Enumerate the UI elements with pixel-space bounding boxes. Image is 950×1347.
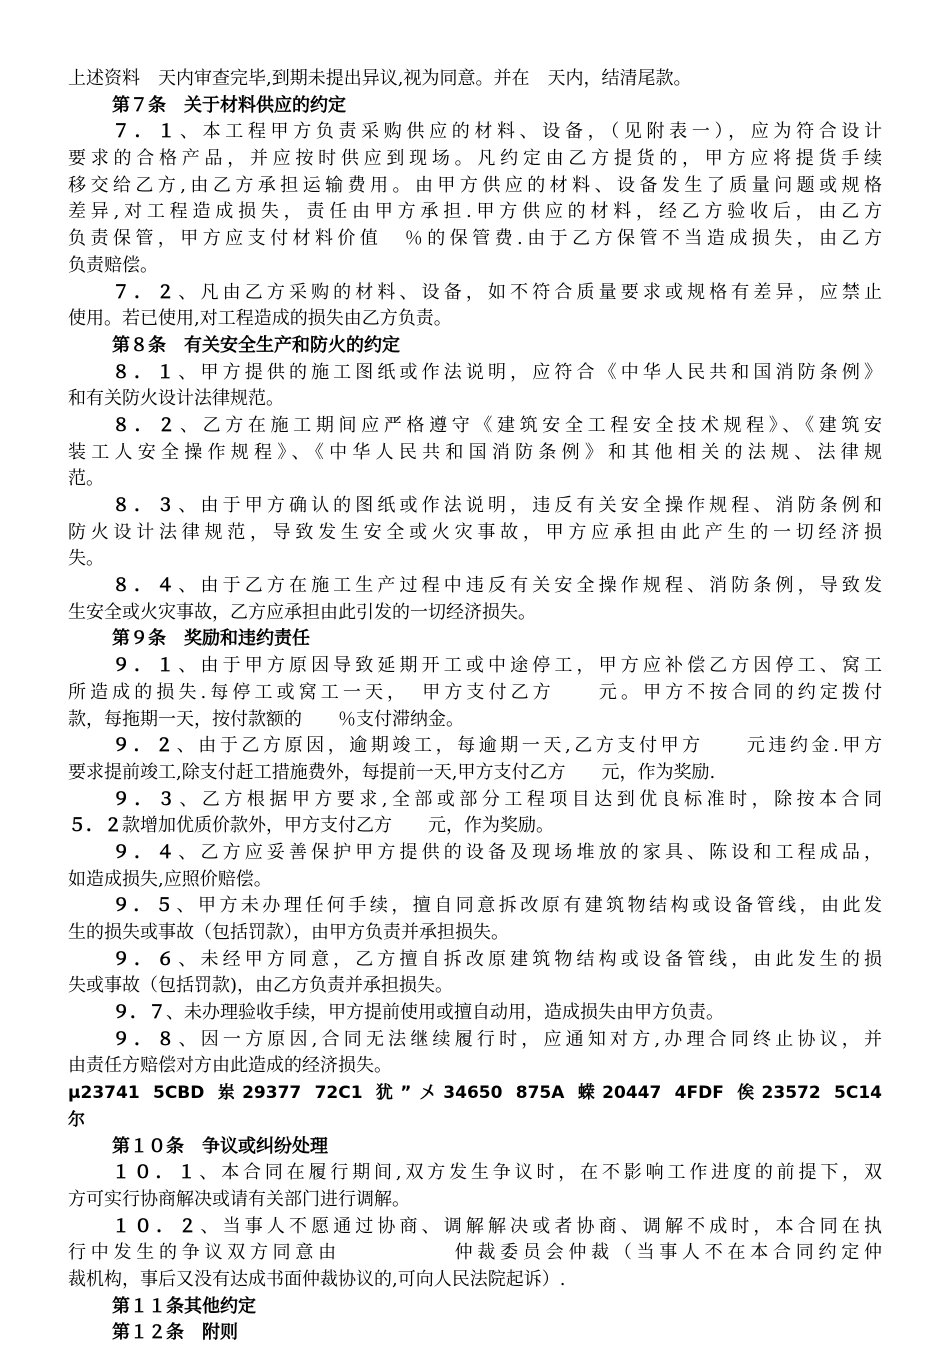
line-text: 如造成损失,应照价赔偿。 [68,868,272,890]
section-heading [68,333,882,360]
paragraph-line [68,546,882,573]
clause-number: １０．２ [112,1215,201,1237]
clause-number: ８．３ [112,495,179,516]
line-text: 防火设计法律规范，导致发生安全或火灾事故，甲方应承担由此产生的一切经济损 [68,521,882,543]
clause-line [68,947,882,974]
paragraph-line [68,306,882,333]
clause-line [68,1214,882,1241]
line-text: 第１２条 附则 [112,1322,238,1344]
clause-line [68,653,882,680]
paragraph-line [68,680,882,707]
line-text: µ23741 5CBD 岽29377 72C1 犹”〤34650 875A 蝾20447 4FDF 俟23572 5C14 [68,1083,882,1104]
clause-number: ７．１ [112,121,180,143]
clause-line [68,573,882,600]
line-text: 、由于乙方在施工生产过程中违反有关安全操作规程、消防条例，导致发 [178,575,883,597]
paragraph-line [68,1053,882,1080]
section-heading [68,1294,882,1321]
line-text: 、因一方原因,合同无法继续履行时，应通知对方,办理合同终止协议，并 [178,1028,882,1050]
paragraph-line [68,173,882,200]
clause-line [68,119,882,146]
line-text: 移交给乙方,由乙方承担运输费用。由甲方供应的材料、设备发生了质量问题或规格 [68,174,882,196]
line-text: 负责赔偿。 [68,254,158,276]
line-text: 第９条 奖励和违约责任 [112,628,310,650]
line-text: 行中发生的争议双方同意由 仲裁委员会仲裁（当事人不在本合同约定仲 [68,1242,882,1264]
clause-line [68,1027,882,1054]
line-text: 第１０条 争议或纠纷处理 [112,1135,328,1157]
section-heading [68,1320,882,1347]
line-text: 要求提前竣工,除支付赶工措施费外，每提前一天,甲方支付乙方 元，作为奖励. [68,761,716,783]
line-text: 、由于甲方确认的图纸或作法说明，违反有关安全操作规程、消防条例和 [178,495,883,516]
line-text: 、乙方在施工期间应严格遵守《建筑安全工程安全技术规程》、《建筑安 [179,414,883,436]
clause-number: ７．２ [112,281,179,303]
paragraph-line [68,146,882,173]
paragraph-line [68,920,882,947]
garbled-text-line [68,1107,882,1134]
clause-number: ９．２ [112,735,177,757]
clause-line [68,493,882,520]
line-text: 装工人安全操作规程》、《中华人民共和国消防条例》和其他相关的法规、法律规 [68,441,882,463]
clause-number: １０．１ [112,1162,200,1184]
paragraph-line [68,600,882,627]
line-text: 第８条 有关安全生产和防火的约定 [112,334,400,356]
contract-page [68,66,882,1347]
clause-line [68,840,882,867]
clause-number: ９．７ [112,1002,166,1024]
clause-line [68,413,882,440]
clause-line [68,1000,882,1027]
line-text: 生的损失或事故（包括罚款），由甲方负责并承担损失。 [68,922,509,943]
paragraph-line [68,253,882,280]
clause-number: ８．２ [112,414,180,436]
paragraph-line [68,466,882,493]
clause-number: ９．１ [112,655,179,677]
paragraph-line [68,386,882,413]
line-text: 款，每拖期一天，按付款额的 ％支付滞纳金。 [68,708,464,730]
paragraph-line [68,707,882,734]
clause-number: ９．３ [112,788,180,810]
line-text: 、乙方根据甲方要求,全部或部分工程项目达到优良标准时，除按本合同 [179,788,883,810]
section-heading [68,93,882,120]
clause-line [68,280,882,307]
line-text: 生安全或火灾事故，乙方应承担由此引发的一切经济损失。 [68,601,536,623]
paragraph-line [68,1267,882,1294]
line-text: 、由于甲方原因导致延期开工或中途停工，甲方应补偿乙方因停工、窝工 [178,655,883,677]
line-text: 失或事故（包括罚款)，由乙方负责并承担损失。 [68,975,454,997]
garbled-text-line [68,1080,882,1107]
line-text: 失。 [68,548,104,570]
line-text: 裁机构，事后又没有达成书面仲裁协议的,可向人民法院起诉）. [68,1268,566,1290]
line-text: 、本合同在履行期间,双方发生争议时，在不影响工作进度的前提下，双 [199,1162,883,1184]
clause-number: ８．４ [112,575,179,597]
line-text: 、凡由乙方采购的材料、设备，如不符合质量要求或规格有差异，应禁止 [178,281,883,303]
line-text: 、未经甲方同意，乙方擅自拆改原建筑物结构或设备管线，由此发生的损 [178,948,883,970]
paragraph-line [68,226,882,253]
line-text: 第７条 关于材料供应的约定 [112,94,346,116]
line-text: 和有关防火设计法律规范。 [68,388,284,410]
line-text: 、当事人不愿通过协商、调解解决或者协商、调解不成时，本合同在执 [200,1215,883,1237]
clause-line [68,787,882,814]
paragraph-line [68,520,882,547]
line-text: 、本工程甲方负责采购供应的材料、设备，（见附表一），应为符合设计 [179,121,883,143]
clause-number: ９．４ [112,841,179,863]
section-heading [68,1134,882,1161]
clause-line [68,893,882,920]
paragraph-line [68,440,882,467]
clause-number: ９．８ [112,1028,179,1050]
clause-number: ５．２ [68,815,122,837]
line-text: 、乙方应妥善保护甲方提供的设备及现场堆放的家具、陈设和工程成品， [178,841,883,863]
paragraph-line [68,1240,882,1267]
line-text: 上述资料 天内审查完毕,到期未提出异议,视为同意。并在 天内，结清尾款。 [68,68,692,89]
line-text: 要求的合格产品，并应按时供应到现场。凡约定由乙方提货的，甲方应将提货手续 [68,148,882,170]
line-text: 、由于乙方原因，逾期竣工，每逾期一天,乙方支付甲方 元违约金.甲方 [176,735,882,757]
line-text: 、甲方提供的施工图纸或作法说明，应符合《中华人民共和国消防条例》 [178,361,883,383]
paragraph-line [68,973,882,1000]
clause-number: ９．５ [112,895,177,917]
line-text: 、甲方未办理任何手续，擅自同意拆改原有建筑物结构或设备管线，由此发 [176,895,883,917]
line-text: 由责任方赔偿对方由此造成的经济损失。 [68,1055,392,1077]
paragraph-line [68,760,882,787]
clause-line [68,360,882,387]
line-text: 负责保管，甲方应支付材料价值 ％的保管费.由于乙方保管不当造成损失，由乙方 [68,228,882,250]
line-text: 所造成的损失.每停工或窝工一天， 甲方支付乙方 元。甲方不按合同的约定拨付 [68,681,882,703]
line-text: 、未办理验收手续，甲方提前使用或擅自动用，造成损失由甲方负责。 [166,1002,724,1024]
clause-number: ８．１ [112,361,179,383]
line-text: 尔 [68,1109,85,1130]
line-text: 使用。若已使用,对工程造成的损失由乙方负责。 [68,308,452,330]
clause-number: ９．６ [112,948,179,970]
section-heading [68,626,882,653]
line-text: 范。 [68,468,104,490]
paragraph-line [68,66,882,93]
paragraph-line [68,199,882,226]
paragraph-line [68,1187,882,1214]
line-text: 方可实行协商解决或请有关部门进行调解。 [68,1188,410,1210]
line-text: 差异,对工程造成损失，责任由甲方承担.甲方供应的材料，经乙方验收后，由乙方 [68,201,882,223]
line-text: 第１１条其他约定 [112,1295,256,1317]
paragraph-line [68,867,882,894]
clause-line [68,1160,882,1187]
paragraph-line [68,813,882,840]
clause-line [68,733,882,760]
line-text: 款增加优质价款外，甲方支付乙方 元，作为奖励。 [122,815,554,837]
